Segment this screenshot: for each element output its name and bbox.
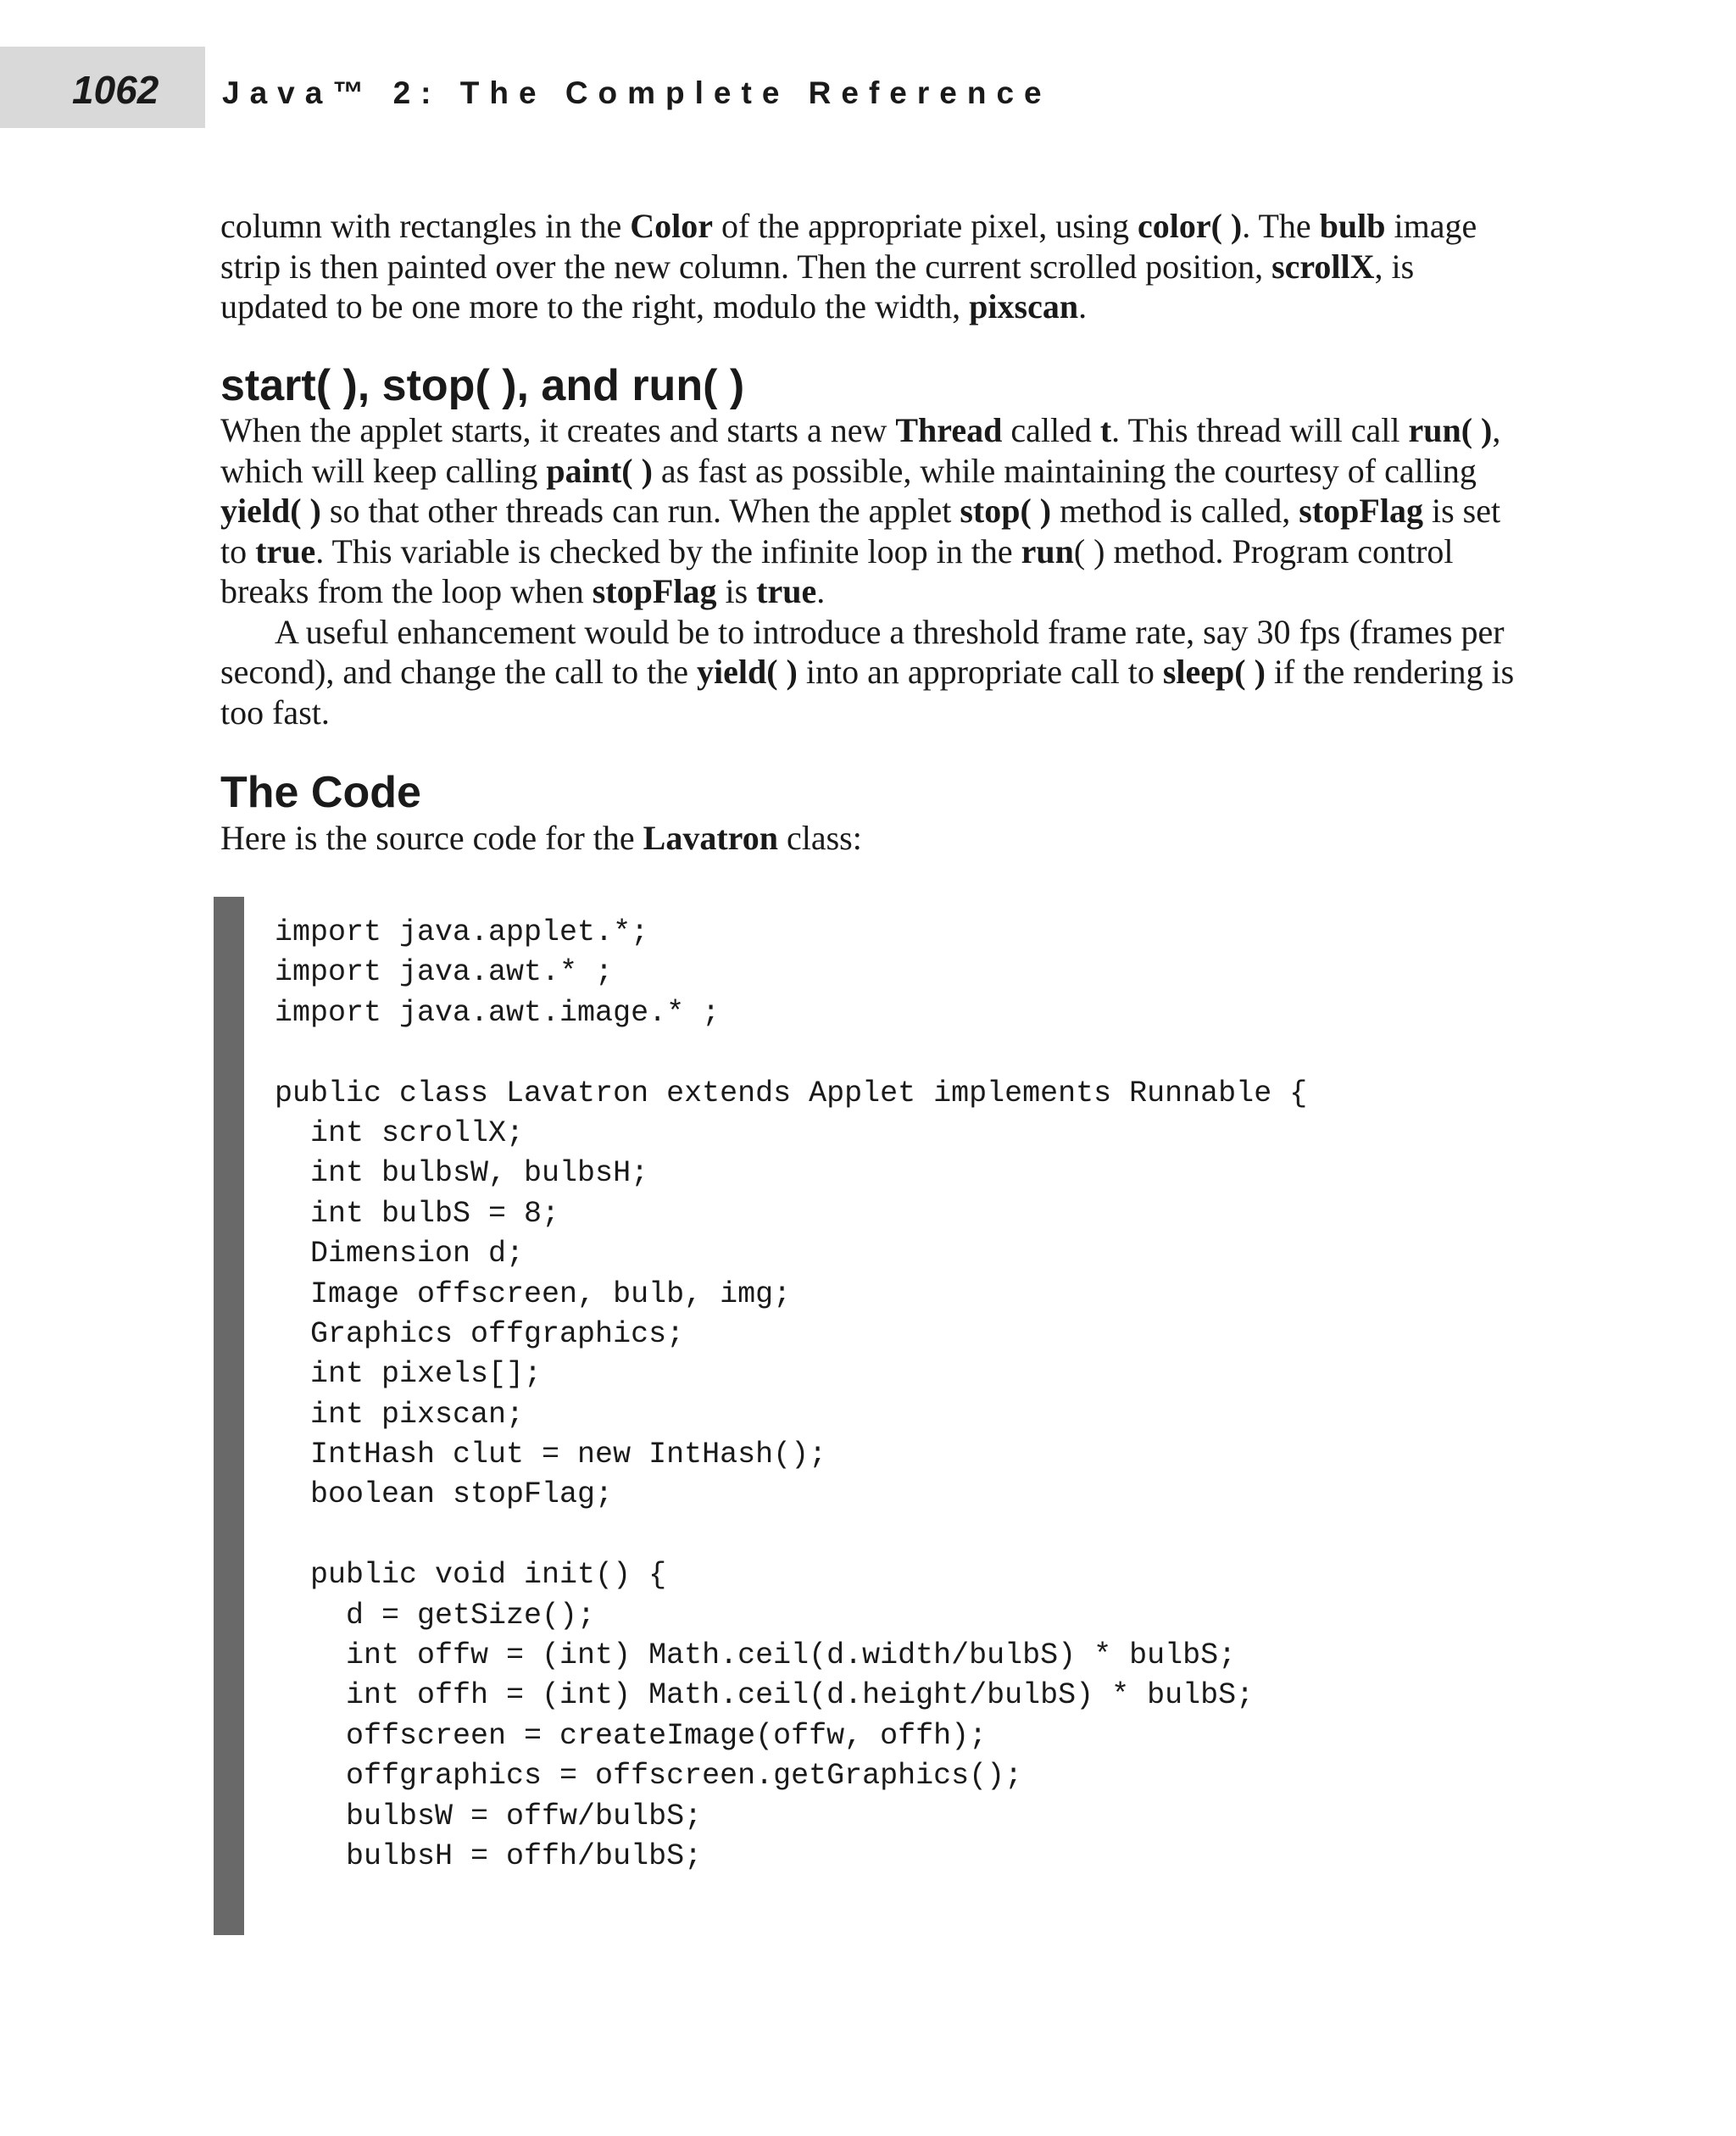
code-line: bulbsW = offw/bulbS; [275, 1799, 703, 1833]
section-heading-start-stop-run: start( ), stop( ), and run( ) [220, 361, 745, 410]
code-line: offscreen = createImage(offw, offh); [275, 1718, 988, 1753]
paragraph: When the applet starts, it creates and starts a new Thread called t. This thread will call run( ), which will keep calling paint( ) as fast as possible, while maintaining the courtesy of calling yield( ) so that other threads can run. When the applet stop( ) method is called, stopFlag is set to true. This variable is checked by the infinite loop in the run( ) method. Program control breaks from the loop when stopFlag is true. [220, 411, 1501, 610]
section-start-stop-run-body [220, 410, 1517, 732]
code-line: Graphics offgraphics; [275, 1316, 685, 1351]
code-line: offgraphics = offscreen.getGraphics(); [275, 1759, 1023, 1794]
code-line [275, 1516, 1307, 1555]
code-line: int offh = (int) Math.ceil(d.height/bulbS) * bulbS; [275, 1678, 1255, 1713]
code-line: boolean stopFlag; [275, 1477, 614, 1512]
section-the-code-body [220, 818, 1517, 859]
running-head: Java™ 2: The Complete Reference [222, 75, 1052, 110]
code-line: int offw = (int) Math.ceil(d.width/bulbS) * bulbS; [275, 1638, 1237, 1673]
paragraph: column with rectangles in the Color of the appropriate pixel, using color( ). The bulb image strip is then painted over the new column. Then the current scrolled position, scrollX, is updated to be one more to the right, modulo the width, pixscan. [220, 207, 1477, 325]
code-line [275, 1033, 1307, 1073]
code-listing [275, 913, 1307, 1877]
paragraph: A useful enhancement would be to introduce a threshold frame rate, say 30 fps (frames per second), and change the call to the yield( ) into an appropriate call to sleep( ) if the rendering is too fast. [220, 612, 1515, 731]
code-line: IntHash clut = new IntHash(); [275, 1438, 827, 1472]
code-line: d = getSize(); [275, 1598, 596, 1633]
code-line: import java.awt.* ; [275, 955, 614, 990]
code-line: public class Lavatron extends Applet implements Runnable { [275, 1076, 1308, 1110]
code-line: public void init() { [275, 1558, 667, 1593]
code-line: int bulbsW, bulbsH; [275, 1156, 649, 1191]
section-heading-the-code: The Code [220, 768, 421, 817]
code-line: Image offscreen, bulb, img; [275, 1277, 792, 1311]
intro-paragraph [220, 206, 1517, 327]
code-line: int scrollX; [275, 1115, 525, 1150]
code-line: import java.awt.image.* ; [275, 995, 721, 1030]
code-line: bulbsH = offh/bulbS; [275, 1838, 703, 1873]
code-line: import java.applet.*; [275, 915, 649, 949]
code-line: int pixscan; [275, 1397, 525, 1432]
code-line: Dimension d; [275, 1237, 525, 1271]
paragraph: Here is the source code for the Lavatron class: [220, 819, 862, 857]
code-listing-bar [214, 897, 244, 1935]
code-line: int pixels[]; [275, 1357, 542, 1392]
code-line: int bulbS = 8; [275, 1196, 560, 1231]
page-number: 1062 [72, 68, 159, 112]
